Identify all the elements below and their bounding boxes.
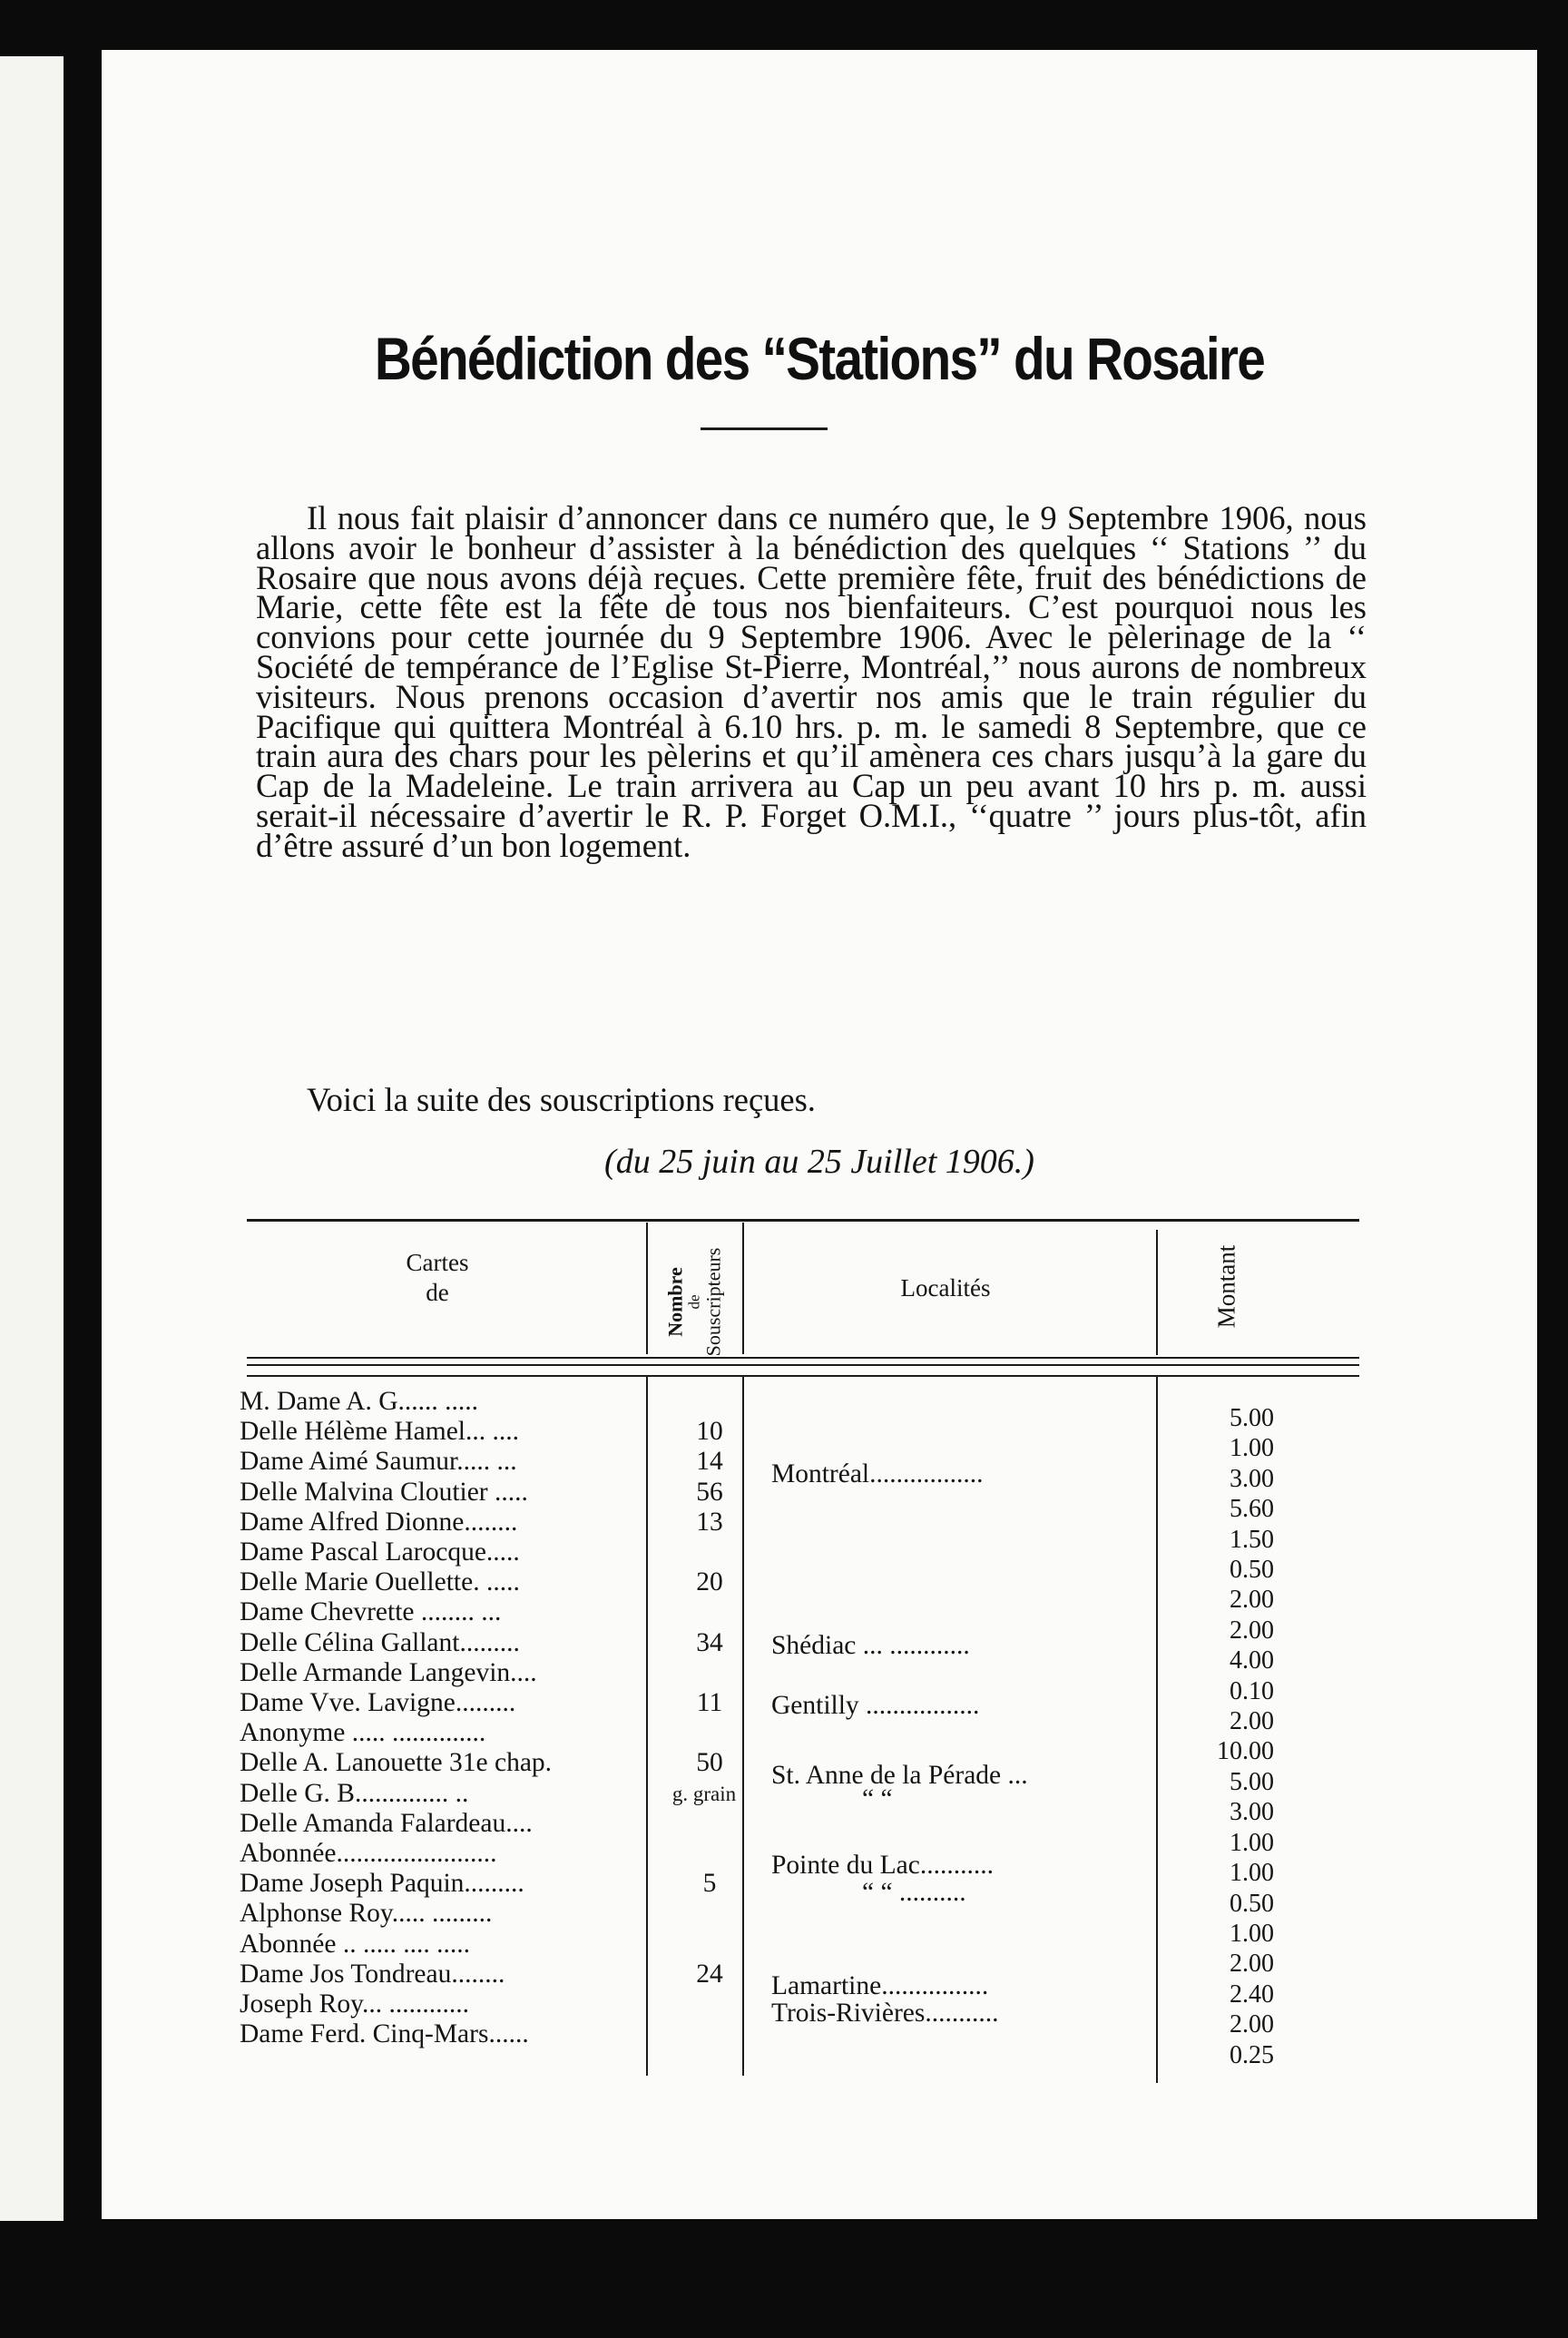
locality: Gentilly ................. — [771, 1691, 980, 1721]
subscriber-count: 13 — [696, 1507, 723, 1537]
date-range: (du 25 juin au 25 Juillet 1906.) — [604, 1143, 1034, 1181]
amount: 10.00 — [1217, 1737, 1274, 1766]
header-cartes-line2: de — [426, 1279, 449, 1306]
subscriber-name: Anonyme ..... .............. — [240, 1718, 486, 1748]
subscriber-count: 5 — [702, 1869, 717, 1899]
amount: 4.00 — [1230, 1646, 1274, 1675]
column-divider-counts — [742, 1223, 744, 1354]
locality: Trois-Rivières........... — [771, 1998, 999, 2028]
subscriber-name: Dame Aimé Saumur..... ... — [240, 1447, 517, 1477]
closing-line: Voici la suite des souscriptions reçues. — [307, 1081, 816, 1118]
header-montant-label: Montant — [1212, 1244, 1240, 1329]
amount: 2.00 — [1230, 2010, 1274, 2039]
subscriber-count: 34 — [696, 1627, 723, 1657]
table-header-rule — [247, 1357, 1359, 1359]
page-title: Bénédiction des “Stations” du Rosaire — [374, 325, 1265, 392]
amount: 1.50 — [1230, 1525, 1274, 1554]
subscriber-name: Delle Malvina Cloutier ..... — [240, 1477, 528, 1507]
locality: Shédiac ... ............ — [771, 1630, 970, 1660]
subscriber-name: Delle G. B.............. .. — [240, 1778, 469, 1808]
subscriber-name: Delle Célina Gallant......... — [240, 1627, 520, 1657]
subscriber-count: 50 — [696, 1748, 723, 1778]
subscriber-name: Dame Vve. Lavigne......... — [240, 1688, 516, 1718]
header-nombre-line1: Nombre — [663, 1267, 687, 1337]
document-page — [102, 50, 1537, 2219]
adjacent-page-edge — [0, 56, 64, 2221]
amount: 3.00 — [1230, 1798, 1274, 1827]
subscriber-name: Delle Marie Ouellette. ..... — [240, 1567, 520, 1597]
amount: 1.00 — [1230, 1434, 1274, 1463]
locality: “ “ — [862, 1784, 893, 1814]
subscriber-name: Delle Armande Langevin.... — [240, 1657, 537, 1687]
subscriber-count: 24 — [696, 1959, 723, 1989]
locality: Pointe du Lac........... — [771, 1851, 994, 1881]
subscriber-name: Dame Joseph Paquin......... — [240, 1869, 524, 1899]
header-nombre-line3: Souscripteurs — [701, 1247, 725, 1357]
amount: 2.00 — [1230, 1586, 1274, 1615]
announcement-paragraph — [256, 499, 1367, 864]
subscriber-name: Dame Jos Tondreau........ — [240, 1959, 505, 1989]
amount: 2.00 — [1230, 1707, 1274, 1736]
amount: 5.00 — [1230, 1404, 1274, 1432]
subscriber-name: Dame Ferd. Cinq-Mars...... — [240, 2019, 529, 2049]
header-localites: Localités — [900, 1274, 991, 1302]
header-nombre — [663, 1243, 725, 1361]
locality: “ “ .......... — [862, 1878, 966, 1908]
amount: 1.00 — [1230, 1828, 1274, 1857]
announcement-text: Il nous fait plaisir d’annoncer dans ce numéro que, le 9 Septembre 1906, nous allons avoir le bonheur d’assister à la bénédiction des quelques ‘‘ Stations ’’ du Rosaire que nous avons déjà reçues. Cette première fête, fruit des bénédictions de Marie, cette fête est la fête de tous nos bienfaiteurs. C’est pourquoi nous les convions pour cette journée du 9 Septembre 1906. Avec le pèlerinage de la ‘‘ Société de tempérance de l’Eglise St-Pierre, Montréal,’’ nous aurons de nombreux visiteurs. Nous prenons occasion d’avertir nos amis que le train régulier du Pacifique qui quittera Montréal à 6.10 hrs. p. m. le samedi 8 Septembre, que ce train aura des chars pour les pèlerins et qu’il amènera ces chars jusqu’à la gare du Cap de la Madeleine. Le train arrivera au Cap un peu avant 10 hrs p. m. aussi serait-il nécessaire d’avertir le R. P. Forget O.M.I., ‘‘quatre ’’ jours plus-tôt, afin d’être assuré d’un bon logement. — [256, 499, 1367, 864]
header-cartes-line1: Cartes — [406, 1249, 469, 1276]
subscriber-name: Alphonse Roy..... ......... — [240, 1899, 493, 1929]
amount: 1.00 — [1230, 1919, 1274, 1948]
subscriber-name: Delle Amanda Falardeau.... — [240, 1808, 533, 1838]
subscriber-count: 20 — [696, 1567, 723, 1597]
amount: 5.60 — [1230, 1495, 1274, 1524]
amount: 2.40 — [1230, 1979, 1274, 2009]
subscriber-count: 11 — [696, 1688, 723, 1717]
amount: 2.00 — [1230, 1616, 1274, 1645]
subscriber-name: Abonnée........................ — [240, 1839, 497, 1869]
subscriber-name: Dame Pascal Larocque..... — [240, 1537, 520, 1567]
subscriber-name: Dame Chevrette ........ ... — [240, 1597, 502, 1627]
subscriber-count: 56 — [696, 1477, 723, 1507]
subscriber-count: 10 — [696, 1417, 723, 1447]
title-divider — [701, 427, 828, 430]
subscriber-name: Delle A. Lanouette 31e chap. — [240, 1748, 553, 1778]
subscriber-name: M. Dame A. G...... ..... — [240, 1387, 479, 1416]
subscriber-count: 14 — [696, 1447, 723, 1477]
header-nombre-line2: de — [685, 1294, 703, 1310]
column-divider-localities — [1156, 1230, 1158, 1355]
table-top-rule — [247, 1219, 1359, 1222]
amount: 0.10 — [1230, 1676, 1274, 1705]
amount: 0.25 — [1230, 2040, 1274, 2069]
locality: St. Anne de la Pérade ... — [771, 1760, 1028, 1790]
header-montant — [1212, 1233, 1240, 1341]
amount: 0.50 — [1230, 1556, 1274, 1585]
locality: Lamartine................ — [771, 1971, 989, 2001]
amount: 2.00 — [1230, 1950, 1274, 1979]
subscriber-name: Delle Hélème Hamel... .... — [240, 1417, 519, 1447]
amount: 3.00 — [1230, 1464, 1274, 1493]
amounts — [1183, 1403, 1274, 2070]
table-header-rule-bottom — [247, 1375, 1359, 1377]
locality: Montréal................. — [771, 1459, 984, 1488]
amount: 1.00 — [1230, 1859, 1274, 1888]
subscriber-count: g. grain — [671, 1782, 737, 1805]
subscriber-name: Dame Alfred Dionne........ — [240, 1507, 518, 1537]
amount: 0.50 — [1230, 1889, 1274, 1918]
column-divider-names — [646, 1223, 648, 1354]
subscriber-name: Joseph Roy... ............ — [240, 1989, 469, 2019]
amount: 5.00 — [1230, 1767, 1274, 1796]
table-header-rule-double — [247, 1364, 1359, 1366]
subscriber-name: Abonnée .. ..... .... ..... — [240, 1929, 470, 1959]
